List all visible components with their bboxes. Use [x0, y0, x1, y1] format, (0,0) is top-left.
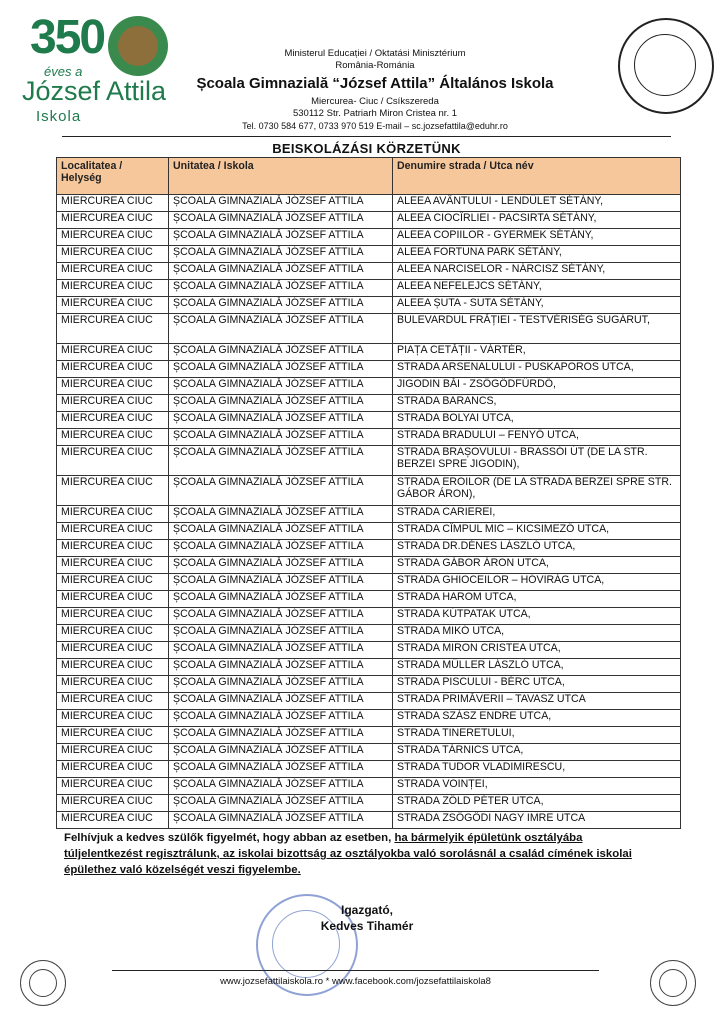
cell-localitatea: MIERCUREA CIUC	[57, 395, 169, 412]
cell-strada: STRADA ZÖLD PÉTER UTCA,	[393, 795, 681, 812]
cell-unitatea: ȘCOALA GIMNAZIALĂ JÓZSEF ATTILA	[169, 642, 393, 659]
cell-unitatea: ȘCOALA GIMNAZIALĂ JÓZSEF ATTILA	[169, 476, 393, 506]
cell-unitatea: ȘCOALA GIMNAZIALĂ JÓZSEF ATTILA	[169, 744, 393, 761]
cell-localitatea: MIERCUREA CIUC	[57, 574, 169, 591]
table-row	[57, 608, 681, 625]
header-strada: Denumire strada / Utca név	[393, 158, 681, 195]
cell-strada: STRADA PISCULUI - BÉRC UTCA,	[393, 676, 681, 693]
cell-strada: BULEVARDUL FRĂȚIEI - TESTVÉRISÉG SUGÁRUT,	[393, 314, 681, 344]
cell-strada: ALEEA ȘUTA - SUTA SÉTÁNY,	[393, 297, 681, 314]
table-row	[57, 642, 681, 659]
page-title: BEISKOLÁZÁSI KÖRZETÜNK	[272, 141, 461, 156]
cell-strada: ALEEA NEFELEJCS SÉTÁNY,	[393, 280, 681, 297]
table-row	[57, 246, 681, 263]
table-row	[57, 523, 681, 540]
cell-strada: STRADA BOLYAI UTCA,	[393, 412, 681, 429]
cell-localitatea: MIERCUREA CIUC	[57, 297, 169, 314]
cell-localitatea: MIERCUREA CIUC	[57, 195, 169, 212]
cell-localitatea: MIERCUREA CIUC	[57, 693, 169, 710]
cell-strada: STRADA TÁRNICS UTCA,	[393, 744, 681, 761]
cell-strada: STRADA MIKÓ UTCA,	[393, 625, 681, 642]
cell-localitatea: MIERCUREA CIUC	[57, 246, 169, 263]
cell-strada: STRADA DR.DÉNES LÁSZLÓ UTCA,	[393, 540, 681, 557]
cell-unitatea: ȘCOALA GIMNAZIALĂ JÓZSEF ATTILA	[169, 344, 393, 361]
cell-localitatea: MIERCUREA CIUC	[57, 344, 169, 361]
signature-role: Igazgató,	[340, 903, 393, 917]
cell-unitatea: ȘCOALA GIMNAZIALĂ JÓZSEF ATTILA	[169, 812, 393, 829]
table-row	[57, 429, 681, 446]
cell-unitatea: ȘCOALA GIMNAZIALĂ JÓZSEF ATTILA	[169, 412, 393, 429]
table-row	[57, 506, 681, 523]
cell-unitatea: ȘCOALA GIMNAZIALĂ JÓZSEF ATTILA	[169, 727, 393, 744]
cell-strada: STRADA ZSÖGÖDI NAGY IMRE UTCA	[393, 812, 681, 829]
table-row	[57, 625, 681, 642]
cell-localitatea: MIERCUREA CIUC	[57, 506, 169, 523]
cell-localitatea: MIERCUREA CIUC	[57, 795, 169, 812]
country-line: România-Románia	[335, 60, 415, 71]
notice-text: Felhívjuk a kedves szülők figyelmét, hogy abban az esetben,	[64, 832, 395, 844]
table-row	[57, 314, 681, 344]
table-row	[57, 378, 681, 395]
ministry-line: Ministerul Educației / Oktatási Minisztérium	[284, 48, 466, 59]
cell-unitatea: ȘCOALA GIMNAZIALĂ JÓZSEF ATTILA	[169, 608, 393, 625]
cell-strada: ALEEA NARCISELOR - NÁRCISZ SÉTÁNY,	[393, 263, 681, 280]
cell-unitatea: ȘCOALA GIMNAZIALĂ JÓZSEF ATTILA	[169, 659, 393, 676]
city-line: Miercurea- Ciuc / Csíkszereda	[311, 96, 439, 107]
cell-unitatea: ȘCOALA GIMNAZIALĂ JÓZSEF ATTILA	[169, 280, 393, 297]
cell-unitatea: ȘCOALA GIMNAZIALĂ JÓZSEF ATTILA	[169, 429, 393, 446]
cell-unitatea: ȘCOALA GIMNAZIALĂ JÓZSEF ATTILA	[169, 246, 393, 263]
cell-strada: JIGODIN BĂI - ZSÖGÖDFÜRDŐ,	[393, 378, 681, 395]
header-localitatea: Localitatea / Helység	[57, 158, 169, 195]
cell-localitatea: MIERCUREA CIUC	[57, 727, 169, 744]
cell-strada: STRADA CÎMPUL MIC – KICSIMEZŐ UTCA,	[393, 523, 681, 540]
cell-localitatea: MIERCUREA CIUC	[57, 314, 169, 344]
cell-unitatea: ȘCOALA GIMNAZIALĂ JÓZSEF ATTILA	[169, 378, 393, 395]
address-line: 530112 Str. Patriarh Miron Cristea nr. 1	[292, 108, 458, 119]
cell-localitatea: MIERCUREA CIUC	[57, 591, 169, 608]
seal-tree-icon	[634, 34, 696, 96]
table-row	[57, 412, 681, 429]
cell-unitatea: ȘCOALA GIMNAZIALĂ JÓZSEF ATTILA	[169, 446, 393, 476]
cell-unitatea: ȘCOALA GIMNAZIALĂ JÓZSEF ATTILA	[169, 361, 393, 378]
left-badge-icon	[20, 960, 66, 1006]
cell-localitatea: MIERCUREA CIUC	[57, 778, 169, 795]
table-header-row	[57, 158, 681, 195]
cell-unitatea: ȘCOALA GIMNAZIALĂ JÓZSEF ATTILA	[169, 693, 393, 710]
cell-strada: STRADA PRIMĂVERII – TAVASZ UTCA	[393, 693, 681, 710]
cell-unitatea: ȘCOALA GIMNAZIALĂ JÓZSEF ATTILA	[169, 540, 393, 557]
cell-localitatea: MIERCUREA CIUC	[57, 676, 169, 693]
cell-localitatea: MIERCUREA CIUC	[57, 608, 169, 625]
right-badge-icon	[650, 960, 696, 1006]
cell-strada: ALEEA CIOCÎRLIEI - PACSIRTA SÉTÁNY,	[393, 212, 681, 229]
school-name: Școala Gimnazială “József Attila” Általános Iskola	[196, 75, 554, 92]
table-row	[57, 263, 681, 280]
cell-localitatea: MIERCUREA CIUC	[57, 229, 169, 246]
table-body	[57, 195, 681, 829]
cell-strada: STRADA ARSENALULUI - PUSKAPOROS UTCA,	[393, 361, 681, 378]
cell-strada: STRADA BARANCS,	[393, 395, 681, 412]
cell-localitatea: MIERCUREA CIUC	[57, 476, 169, 506]
cell-localitatea: MIERCUREA CIUC	[57, 540, 169, 557]
cell-localitatea: MIERCUREA CIUC	[57, 378, 169, 395]
cell-strada: STRADA TINERETULUI,	[393, 727, 681, 744]
header-divider	[62, 136, 671, 137]
cell-unitatea: ȘCOALA GIMNAZIALĂ JÓZSEF ATTILA	[169, 314, 393, 344]
logo-eves: éves a	[44, 64, 83, 79]
cell-unitatea: ȘCOALA GIMNAZIALĂ JÓZSEF ATTILA	[169, 297, 393, 314]
table-row	[57, 676, 681, 693]
cell-unitatea: ȘCOALA GIMNAZIALĂ JÓZSEF ATTILA	[169, 263, 393, 280]
notice-paragraph	[64, 830, 662, 878]
cell-localitatea: MIERCUREA CIUC	[57, 625, 169, 642]
cell-localitatea: MIERCUREA CIUC	[57, 446, 169, 476]
cell-strada: STRADA KÚTPATAK UTCA,	[393, 608, 681, 625]
cell-strada: STRADA MÜLLER LÁSZLÓ UTCA,	[393, 659, 681, 676]
cell-strada: STRADA EROILOR (DE LA STRADA BERZEI SPRE STR. GÁBOR ÁRON),	[393, 476, 681, 506]
cell-unitatea: ȘCOALA GIMNAZIALĂ JÓZSEF ATTILA	[169, 625, 393, 642]
cell-localitatea: MIERCUREA CIUC	[57, 412, 169, 429]
footer-links[interactable]: www.jozsefattilaiskola.ro * www.facebook.com/jozsefattilaiskola8	[220, 976, 491, 987]
header-unitatea: Unitatea / Iskola	[169, 158, 393, 195]
cell-unitatea: ȘCOALA GIMNAZIALĂ JÓZSEF ATTILA	[169, 795, 393, 812]
school-seal-icon	[618, 18, 714, 114]
cell-strada: STRADA MIRON CRISTEA UTCA,	[393, 642, 681, 659]
table-row	[57, 297, 681, 314]
cell-strada: STRADA BRADULUI – FENYŐ UTCA,	[393, 429, 681, 446]
table-row	[57, 476, 681, 506]
letterhead	[190, 48, 560, 132]
table-row	[57, 761, 681, 778]
table-row	[57, 778, 681, 795]
table-row	[57, 812, 681, 829]
table-row	[57, 795, 681, 812]
cell-unitatea: ȘCOALA GIMNAZIALĂ JÓZSEF ATTILA	[169, 395, 393, 412]
cell-localitatea: MIERCUREA CIUC	[57, 761, 169, 778]
table-row	[57, 395, 681, 412]
cell-strada: ALEEA FORTUNA PARK SÉTÁNY,	[393, 246, 681, 263]
table-row	[57, 280, 681, 297]
cell-localitatea: MIERCUREA CIUC	[57, 429, 169, 446]
cell-localitatea: MIERCUREA CIUC	[57, 523, 169, 540]
cell-unitatea: ȘCOALA GIMNAZIALĂ JÓZSEF ATTILA	[169, 574, 393, 591]
cell-localitatea: MIERCUREA CIUC	[57, 280, 169, 297]
table-row	[57, 344, 681, 361]
cell-unitatea: ȘCOALA GIMNAZIALĂ JÓZSEF ATTILA	[169, 761, 393, 778]
cell-unitatea: ȘCOALA GIMNAZIALĂ JÓZSEF ATTILA	[169, 212, 393, 229]
cell-unitatea: ȘCOALA GIMNAZIALĂ JÓZSEF ATTILA	[169, 591, 393, 608]
cell-strada: STRADA SZÁSZ ENDRE UTCA,	[393, 710, 681, 727]
school-anniversary-logo	[22, 10, 182, 125]
cell-strada: STRADA BRAȘOVULUI - BRASSÓI ÚT (DE LA STR. BERZEI SPRE JIGODIN),	[393, 446, 681, 476]
cell-strada: STRADA TUDOR VLADIMIRESCU,	[393, 761, 681, 778]
notice-underlined-text: ha bármelyik épületünk osztályába túljelentkezést regisztrálunk, az iskolai bizottság az osztályokba való sorolásnál a család címének iskolai épülethez való közelségét veszi figyelembe.	[64, 832, 632, 876]
cell-localitatea: MIERCUREA CIUC	[57, 642, 169, 659]
table-row	[57, 446, 681, 476]
table-row	[57, 659, 681, 676]
cell-unitatea: ȘCOALA GIMNAZIALĂ JÓZSEF ATTILA	[169, 506, 393, 523]
tree-icon	[108, 16, 168, 76]
cell-unitatea: ȘCOALA GIMNAZIALĂ JÓZSEF ATTILA	[169, 676, 393, 693]
cell-unitatea: ȘCOALA GIMNAZIALĂ JÓZSEF ATTILA	[169, 523, 393, 540]
logo-number: 350	[30, 11, 105, 64]
cell-strada: STRADA HAROM UTCA,	[393, 591, 681, 608]
table-row	[57, 540, 681, 557]
cell-strada: STRADA GHIOCEILOR – HÓVIRÁG UTCA,	[393, 574, 681, 591]
district-table	[56, 157, 681, 829]
cell-strada: STRADA VOINȚEI,	[393, 778, 681, 795]
table-row	[57, 710, 681, 727]
cell-localitatea: MIERCUREA CIUC	[57, 812, 169, 829]
cell-strada: ALEEA COPIILOR - GYERMEK SÉTÁNY,	[393, 229, 681, 246]
cell-strada: STRADA GÁBOR ÁRON UTCA,	[393, 557, 681, 574]
cell-localitatea: MIERCUREA CIUC	[57, 557, 169, 574]
table-row	[57, 212, 681, 229]
signature-block	[312, 902, 422, 934]
logo-name: József Attila	[22, 76, 167, 106]
table-row	[57, 744, 681, 761]
cell-unitatea: ȘCOALA GIMNAZIALĂ JÓZSEF ATTILA	[169, 195, 393, 212]
signature-name: Kedves Tihamér	[320, 919, 414, 933]
table-row	[57, 557, 681, 574]
footer-divider	[112, 970, 599, 971]
right-badge-ring-icon	[659, 969, 687, 997]
logo-iskola: Iskola	[36, 108, 82, 125]
cell-localitatea: MIERCUREA CIUC	[57, 744, 169, 761]
cell-unitatea: ȘCOALA GIMNAZIALĂ JÓZSEF ATTILA	[169, 778, 393, 795]
left-badge-ring-icon	[29, 969, 57, 997]
cell-strada: STRADA CARIEREI,	[393, 506, 681, 523]
cell-unitatea: ȘCOALA GIMNAZIALĂ JÓZSEF ATTILA	[169, 229, 393, 246]
cell-strada: ALEEA AVÂNTULUI - LENDÜLET SÉTÁNY,	[393, 195, 681, 212]
cell-localitatea: MIERCUREA CIUC	[57, 659, 169, 676]
cell-strada: PIAȚA CETĂȚII - VÁRTÉR,	[393, 344, 681, 361]
contact-line: Tel. 0730 584 677, 0733 970 519 E-mail – sc.jozsefattila@eduhr.ro	[242, 121, 508, 131]
table-row	[57, 693, 681, 710]
cell-unitatea: ȘCOALA GIMNAZIALĂ JÓZSEF ATTILA	[169, 710, 393, 727]
table-row	[57, 591, 681, 608]
table-row	[57, 574, 681, 591]
cell-localitatea: MIERCUREA CIUC	[57, 212, 169, 229]
cell-localitatea: MIERCUREA CIUC	[57, 710, 169, 727]
table-row	[57, 229, 681, 246]
cell-localitatea: MIERCUREA CIUC	[57, 263, 169, 280]
table-row	[57, 727, 681, 744]
table-row	[57, 361, 681, 378]
cell-localitatea: MIERCUREA CIUC	[57, 361, 169, 378]
table-row	[57, 195, 681, 212]
cell-unitatea: ȘCOALA GIMNAZIALĂ JÓZSEF ATTILA	[169, 557, 393, 574]
